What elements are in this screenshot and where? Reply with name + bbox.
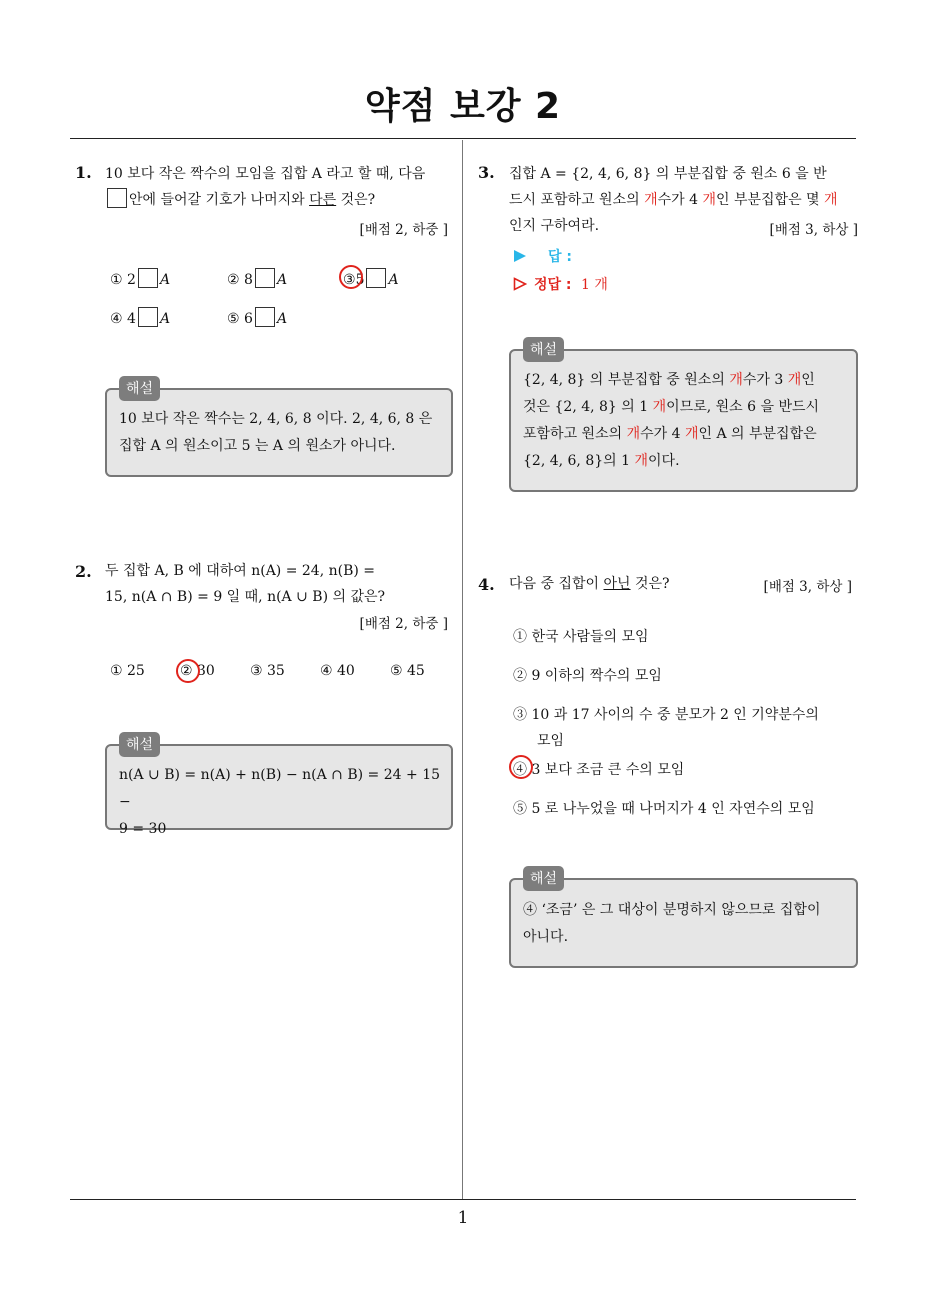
q3-line3: 인지 구하여라.	[509, 218, 600, 234]
text: 이므로, 원소 6 을 반드시	[666, 399, 820, 415]
choice-mark: ②	[227, 272, 240, 288]
column-divider	[462, 140, 463, 1200]
answer-circle-mark	[339, 265, 363, 289]
q4-explanation-tag: 해설	[523, 866, 564, 891]
q3-answer-label: 답 :	[548, 249, 572, 265]
exp-line: 아니다.	[523, 929, 569, 945]
q2-choice-5[interactable]: ⑤ 45	[390, 663, 425, 679]
q4-choice-5[interactable]: ⑤ 5 로 나누었을 때 나머지가 4 인 자연수의 모임	[513, 801, 815, 817]
header-rule	[70, 138, 856, 139]
blank-box	[366, 268, 386, 288]
q1-line2	[105, 187, 457, 213]
choice-num: 4	[127, 311, 136, 327]
q2-meta: [배점 2, 하중 ]	[359, 616, 448, 632]
text: 수가 4	[640, 426, 685, 442]
q2-choice-1[interactable]: ① 25	[110, 663, 145, 679]
q2-choice-2[interactable]: ② 30	[180, 663, 215, 679]
q3-explanation-tag: 해설	[523, 337, 564, 362]
q1-explanation-tag: 해설	[119, 376, 160, 401]
exp-line: 집합 A 의 원소이고 5 는 A 의 원소가 아니다.	[119, 438, 396, 454]
red-unit: 개	[626, 426, 641, 442]
q1-line2-text: 안에 들어갈 기호가 나머지와	[129, 192, 310, 208]
red-unit: 개	[702, 192, 716, 208]
q1-choice-2[interactable]	[227, 268, 287, 288]
q4-explanation-box	[509, 878, 858, 968]
red-unit: 개	[824, 192, 838, 208]
q3-line1: 집합 A = {2, 4, 6, 8} 의 부분집합 중 원소 6 을 반	[509, 166, 827, 182]
red-unit: 개	[652, 399, 667, 415]
q2-choice-4[interactable]: ④ 40	[320, 663, 355, 679]
q1-choice-5[interactable]	[227, 307, 287, 327]
q2-line1: 두 집합 A, B 에 대하여 n(A) = 24, n(B) =	[105, 563, 376, 579]
text: 인 부분집합은 몇	[716, 192, 825, 208]
q1-line2-end: 것은?	[336, 192, 376, 208]
text: 드시 포함하고 원소의	[509, 192, 645, 208]
exp-line	[523, 421, 853, 448]
text: 인 A 의 부분집합은	[698, 426, 817, 442]
q2-explanation-tag: 해설	[119, 732, 160, 757]
q2-line2: 15, n(A ∩ B) = 9 일 때, n(A ∪ B) 의 값은?	[105, 589, 386, 605]
q4-choice-1[interactable]: ① 한국 사람들의 모임	[513, 629, 649, 645]
q3-explanation-box	[509, 349, 858, 492]
text: 수가 3	[742, 372, 788, 388]
text: 포함하고 원소의	[523, 426, 627, 442]
text: {2, 4, 8} 의 부분집합 중 원소의	[523, 372, 730, 388]
blank-box	[107, 188, 127, 208]
choice-mark: ④	[110, 311, 123, 327]
q1-explanation-box	[105, 388, 453, 477]
choice-num: 8	[244, 272, 253, 288]
q3-correct-label: 정답 :	[534, 277, 572, 293]
page-title: 약점 보강 2	[364, 86, 562, 127]
exp-line: n(A ∪ B) = n(A) + n(B) − n(A ∩ B) = 24 + 15 −	[119, 767, 441, 810]
q4-number: 4.	[478, 575, 495, 594]
red-unit: 개	[787, 372, 802, 388]
q2-number: 2.	[75, 562, 92, 581]
q2-text	[105, 558, 457, 610]
choice-set: A	[388, 272, 399, 288]
choice-num: 6	[244, 311, 253, 327]
q3-line2	[509, 187, 859, 213]
blank-box	[255, 307, 275, 327]
q1-choice-1[interactable]	[110, 268, 170, 288]
q1-explanation-text	[119, 406, 449, 460]
q1-meta: [배점 2, 하중 ]	[359, 222, 448, 238]
choice-mark: ①	[110, 272, 123, 288]
exp-line	[523, 367, 853, 394]
choice-set: A	[159, 272, 171, 288]
exp-line	[523, 448, 853, 475]
answer-circle-mark	[509, 755, 533, 779]
exp-line	[523, 394, 853, 421]
choice-num: 2	[127, 272, 136, 288]
q4-choice-4[interactable]: ④ 3 보다 조금 큰 수의 모임	[513, 762, 685, 778]
red-unit: 개	[634, 453, 649, 469]
q2-explanation-box	[105, 744, 453, 837]
choice-mark: ③	[343, 272, 356, 288]
blank-box	[138, 307, 158, 327]
outline-arrow-icon	[513, 276, 527, 290]
answer-circle-mark	[176, 659, 200, 683]
q3-correct-value: 1 개	[581, 277, 608, 293]
text: 인	[801, 372, 815, 388]
play-arrow-icon	[513, 248, 527, 262]
q4-underlined-word: 아닌	[603, 576, 631, 592]
blank-box	[255, 268, 275, 288]
choice-set: A	[276, 311, 288, 327]
q1-choice-4[interactable]	[110, 307, 170, 327]
red-unit: 개	[644, 192, 658, 208]
q4-meta: [배점 3, 하상 ]	[763, 579, 852, 595]
choice-set: A	[159, 311, 171, 327]
choice-mark: ⑤	[227, 311, 240, 327]
blank-box	[138, 268, 158, 288]
text: {2, 4, 6, 8}의 1	[523, 453, 635, 469]
q4-text	[509, 571, 670, 597]
q4-choice-3[interactable]: ③ 10 과 17 사이의 수 중 분모가 2 인 기약분수의	[513, 707, 819, 723]
exp-line: 10 보다 작은 짝수는 2, 4, 6, 8 이다. 2, 4, 6, 8 은	[119, 411, 433, 427]
q1-line1: 10 보다 작은 짝수의 모임을 집합 A 라고 할 때, 다음	[105, 166, 426, 182]
q1-number: 1.	[75, 163, 92, 182]
q2-explanation-text	[119, 762, 449, 843]
red-unit: 개	[684, 426, 699, 442]
q4-explanation-text	[523, 897, 853, 951]
q3-meta: [배점 3, 하상 ]	[769, 222, 858, 238]
red-unit: 개	[729, 372, 743, 388]
text: 것은?	[630, 576, 670, 592]
q3-explanation-text	[523, 367, 853, 475]
q1-underlined-word: 다른	[309, 192, 337, 208]
q4-choice-2[interactable]: ② 9 이하의 짝수의 모임	[513, 668, 662, 684]
q2-choice-3[interactable]: ③ 35	[250, 663, 285, 679]
exp-line: ④ ‘조금’ 은 그 대상이 분명하지 않으므로 집합이	[523, 902, 821, 918]
choice-num: 5	[355, 272, 365, 288]
q3-number: 3.	[478, 163, 495, 182]
text: 다음 중 집합이	[509, 576, 604, 592]
choice-set: A	[276, 272, 288, 288]
page-number: 1	[457, 1208, 469, 1228]
text: 수가 4	[657, 192, 703, 208]
text: 것은 {2, 4, 8} 의 1	[523, 399, 653, 415]
exp-line: 9 = 30	[119, 821, 167, 837]
q1-text	[105, 161, 457, 213]
q4-choice-3-cont: 모임	[537, 733, 565, 749]
text: 이다.	[648, 453, 680, 469]
footer-rule	[70, 1199, 856, 1200]
